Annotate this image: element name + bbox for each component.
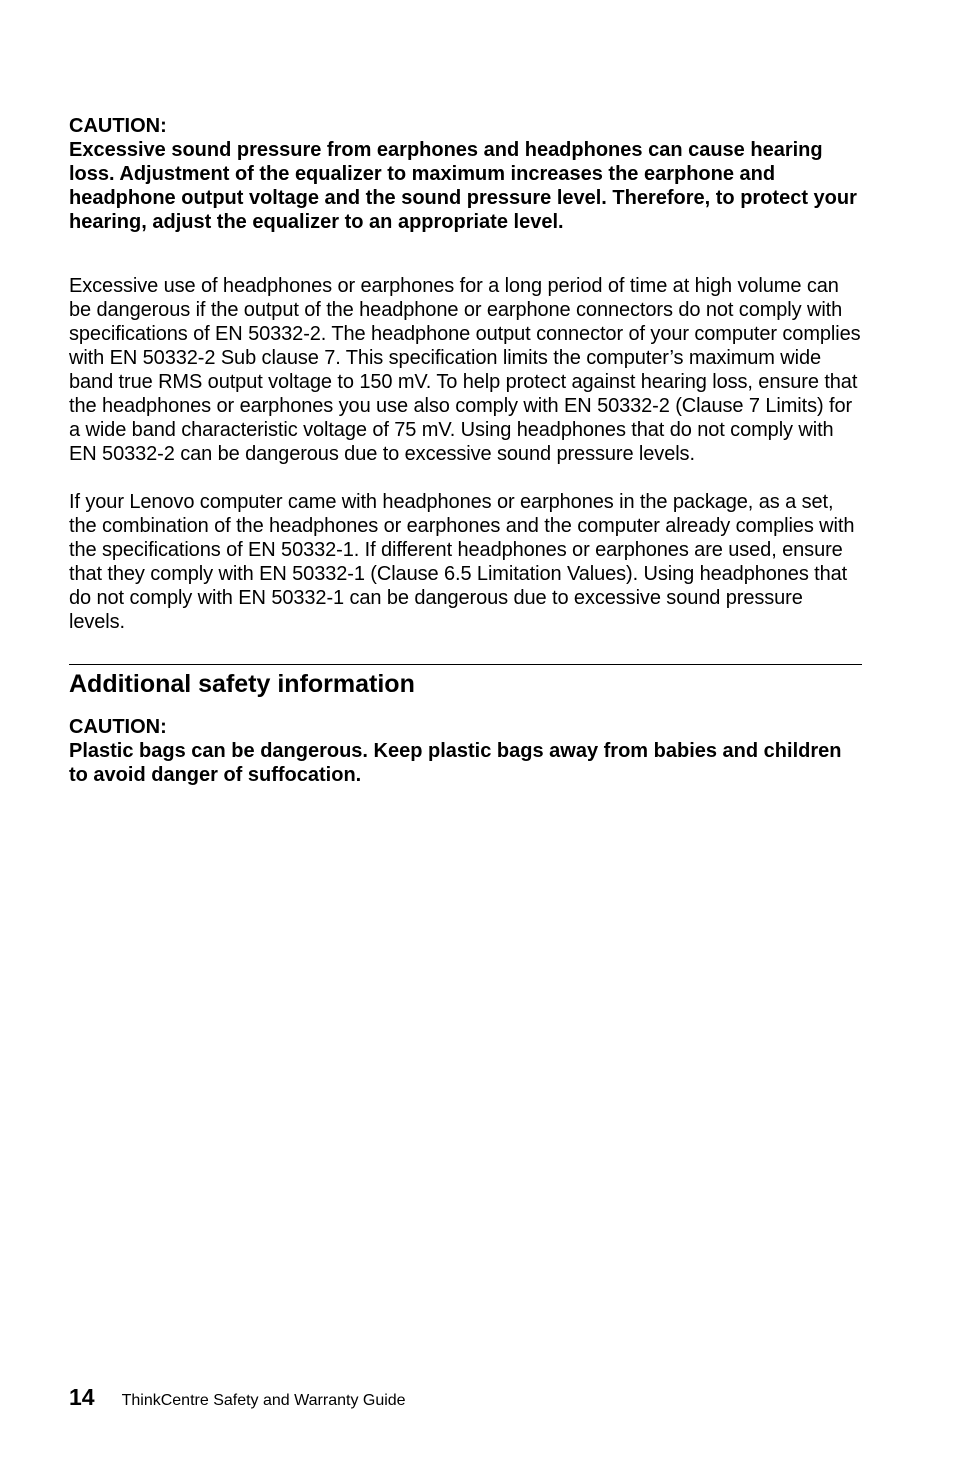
caution-block-hearing (69, 114, 862, 234)
document-page (69, 114, 862, 787)
body-paragraph-headphone-spec: Excessive use of headphones or earphones for a long period of time at high volume can be dangerous if the output of the headphone or earphone connectors do not comply with specifications of EN 50332-2. The headphone output connector of your computer complies with EN 50332-2 Sub clause 7. This specification limits the computer’s maximum wide band true RMS output voltage to 150 mV. To help protect against hearing loss, ensure that the headphones or earphones you use also comply with EN 50332-2 (Clause 7 Limits) for a wide band characteristic voltage of 75 mV. Using headphones that do not comply with EN 50332-2 can be dangerous due to excessive sound pressure levels. (69, 275, 861, 465)
caution-label: CAUTION: (69, 716, 167, 738)
page-number: 14 (69, 1384, 95, 1410)
section-heading: Additional safety information (69, 670, 415, 698)
page-footer (69, 1384, 406, 1411)
footer-title: ThinkCentre Safety and Warranty Guide (121, 1392, 406, 1409)
caution-block-plastic-bags (69, 715, 862, 787)
caution-text: Plastic bags can be dangerous. Keep plastic bags away from babies and children to avoid danger of suffocation. (69, 740, 842, 786)
body-paragraph-lenovo-headphones: If your Lenovo computer came with headphones or earphones in the package, as a set, the combination of the headphones or earphones and the computer already complies with the specifications of EN 50332-1. If different headphones or earphones are used, ensure that they comply with EN 50332-1 (Clause 6.5 Limitation Values). Using headphones that do not comply with EN 50332-1 can be dangerous due to excessive sound pressure levels. (69, 491, 855, 633)
caution-label: CAUTION: (69, 115, 167, 137)
section-divider (69, 664, 862, 665)
caution-text: Excessive sound pressure from earphones and headphones can cause hearing loss. Adjustment of the equalizer to maximum increases the earphone and headphone output voltage and the sound pressure level. Therefore, to protect your hearing, adjust the equalizer to an appropriate level. (69, 139, 857, 233)
